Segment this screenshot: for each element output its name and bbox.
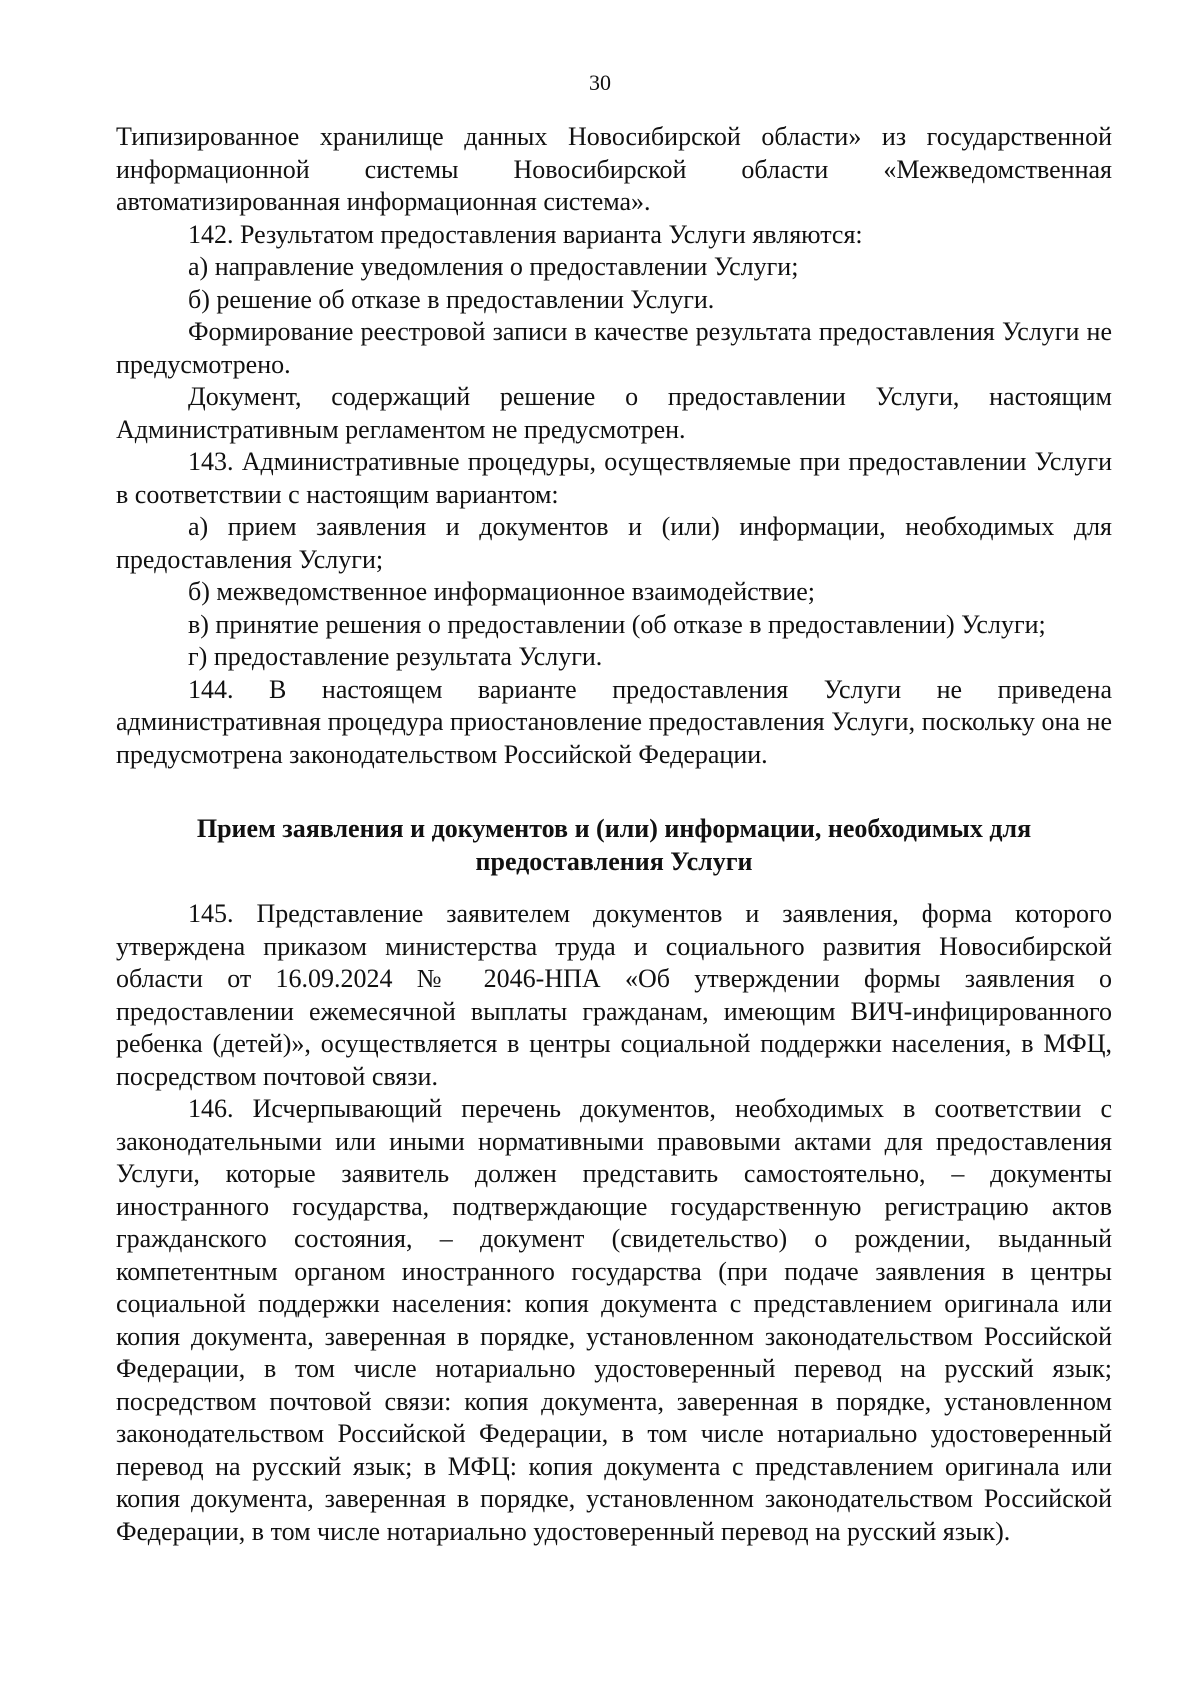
- paragraph: а) направление уведомления о предоставлении Услуги;: [188, 252, 799, 281]
- paragraph: 142. Результатом предоставления варианта Услуги являются:: [188, 219, 863, 249]
- page-number: 30: [589, 70, 611, 95]
- paragraph: б) решение об отказе в предоставлении Услуги.: [188, 284, 715, 314]
- paragraph: 144. В настоящем варианте предоставления Услуги не приведена административная процедура приостановление предоставления Услуги, поскольку она не предусмотрена законодательством Российской Федерации.: [116, 674, 1112, 769]
- paragraph: г) предоставление результата Услуги.: [188, 642, 603, 671]
- paragraph: Формирование реестровой записи в качестве результата предоставления Услуги не предусмотрено.: [116, 317, 1112, 379]
- paragraph: 146. Исчерпывающий перечень документов, необходимых в соответствии с законодательными или иными нормативными правовыми актами для предоставления Услуги, которые заявитель должен представить самостоятельно, – документы иностранного государства, подтверждающие государственную регистрацию актов гражданского состояния, – документ (свидетельство) о рождении, выданный компетентным органом иностранного государства (при подаче заявления в центры социальной поддержки населения: копия документа с представлением оригинала или копия документа, заверенная в порядке, установленном законодательством Российской Федерации, в том числе нотариально удостоверенный перевод на русский язык; посредством почтовой связи: копия документа, заверенная в порядке, установленном законодательством Российской Федерации, в том числе нотариально удостоверенный перевод на русский язык; в МФЦ: копия документа с представлением оригинала или копия документа, заверенная в порядке, установленном законодательством Российской Федерации, в том числе нотариально удостоверенный перевод на русский язык).: [116, 1094, 1112, 1546]
- paragraph: в) принятие решения о предоставлении (об отказе в предоставлении) Услуги;: [188, 609, 1046, 639]
- section-heading-line-2: предоставления Услуги: [475, 846, 753, 876]
- paragraph-group-bottom: [116, 898, 1112, 1548]
- paragraph: а) прием заявления и документов и (или) информации, необходимых для предоставления Услуги;: [116, 512, 1112, 574]
- section-heading-line-1: Прием заявления и документов и (или) информации, необходимых для: [196, 814, 1032, 843]
- paragraph-group-top: [116, 121, 1112, 771]
- paragraph: Документ, содержащий решение о предоставлении Услуги, настоящим Административным регламентом не предусмотрен.: [116, 382, 1112, 444]
- section-heading: [116, 813, 1112, 878]
- paragraph: 145. Представление заявителем документов и заявления, форма которого утверждена приказом министерства труда и социального развития Новосибирской области от 16.09.2024 № 2046-НПА «Об утверждении формы заявления о предоставлении ежемесячной выплаты гражданам, имеющим ВИЧ-инфицированного ребенка (детей)», осуществляется в центры социальной поддержки населения, в МФЦ, посредством почтовой связи.: [116, 899, 1112, 1091]
- paragraph: Типизированное хранилище данных Новосибирской области» из государственной информационной системы Новосибирской области «Межведомственная автоматизированная информационная система».: [116, 122, 1112, 216]
- document-body: [116, 121, 1112, 1548]
- paragraph: б) межведомственное информационное взаимодействие;: [188, 577, 815, 606]
- paragraph: 143. Административные процедуры, осуществляемые при предоставлении Услуги в соответствии с настоящим вариантом:: [116, 447, 1112, 509]
